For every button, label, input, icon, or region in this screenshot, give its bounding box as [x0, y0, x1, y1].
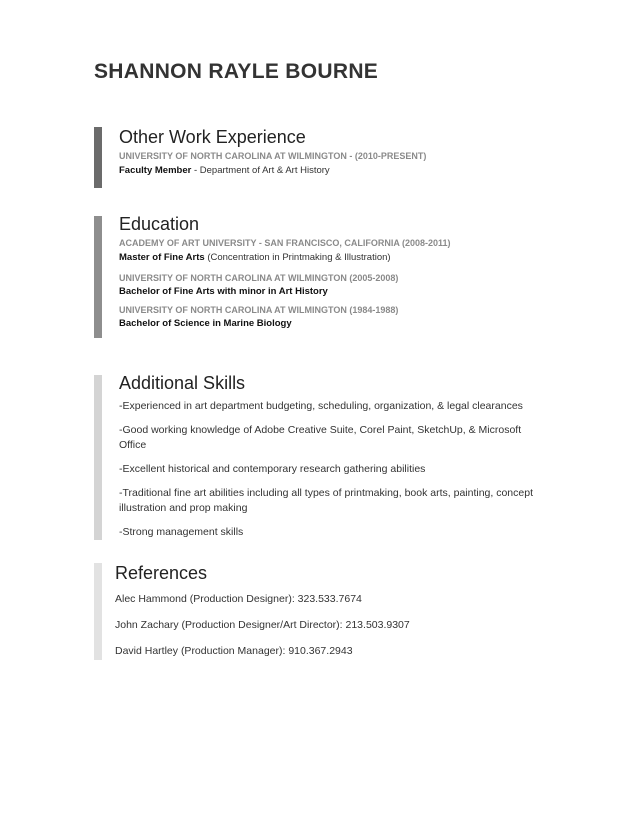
education-section [119, 214, 549, 337]
section-accent-bar [94, 127, 102, 188]
section-title: Additional Skills [119, 373, 246, 393]
degree-detail: (Concentration in Printmaking & Illustration) [204, 252, 391, 263]
section-accent-bar [94, 216, 102, 338]
education-degree [119, 251, 549, 265]
education-degree: Bachelor of Science in Marine Biology [119, 318, 292, 329]
skill-item: -Traditional fine art abilities including all types of printmaking, book arts, painting, concept illustration and prop making [119, 487, 533, 514]
skill-item: -Experienced in art department budgeting, scheduling, organization, & legal clearances [119, 400, 523, 412]
role-detail: Department of Art & Art History [199, 165, 330, 176]
education-degree: Bachelor of Fine Arts with minor in Art History [119, 286, 328, 297]
role-title: Faculty Member [119, 165, 192, 176]
resume-name: SHANNON RAYLE BOURNE [94, 60, 379, 83]
education-organization: UNIVERSITY OF NORTH CAROLINA AT WILMINGTON (2005-2008) [119, 273, 399, 283]
skill-item: -Strong management skills [119, 526, 244, 538]
education-entry [119, 305, 549, 329]
reference-item: Alec Hammond (Production Designer): 323.533.7674 [115, 593, 362, 605]
section-accent-bar [94, 563, 102, 660]
education-organization: ACADEMY OF ART UNIVERSITY - SAN FRANCISCO, CALIFORNIA (2008-2011) [119, 238, 451, 248]
education-entry [119, 273, 549, 297]
skills-section [119, 373, 544, 549]
work-organization: UNIVERSITY OF NORTH CAROLINA AT WILMINGTON - (2010-PRESENT) [119, 151, 427, 161]
section-accent-bar [94, 375, 102, 540]
education-organization: UNIVERSITY OF NORTH CAROLINA AT WILMINGTON (1984-1988) [119, 305, 399, 315]
skill-item: -Excellent historical and contemporary research gathering abilities [119, 463, 426, 475]
work-experience-section [119, 127, 549, 178]
section-title: Education [119, 214, 200, 234]
section-title: References [115, 563, 208, 583]
education-entry [119, 238, 549, 265]
skill-item: -Good working knowledge of Adobe Creative Suite, Corel Paint, SketchUp, & Microsoft Office [119, 424, 522, 451]
section-title: Other Work Experience [119, 127, 306, 147]
reference-item: John Zachary (Production Designer/Art Director): 213.503.9307 [115, 619, 410, 631]
work-role [119, 164, 549, 178]
role-separator: - [191, 165, 200, 176]
reference-item: David Hartley (Production Manager): 910.367.2943 [115, 645, 353, 657]
degree-title: Master of Fine Arts [119, 252, 205, 263]
references-section [115, 563, 545, 670]
